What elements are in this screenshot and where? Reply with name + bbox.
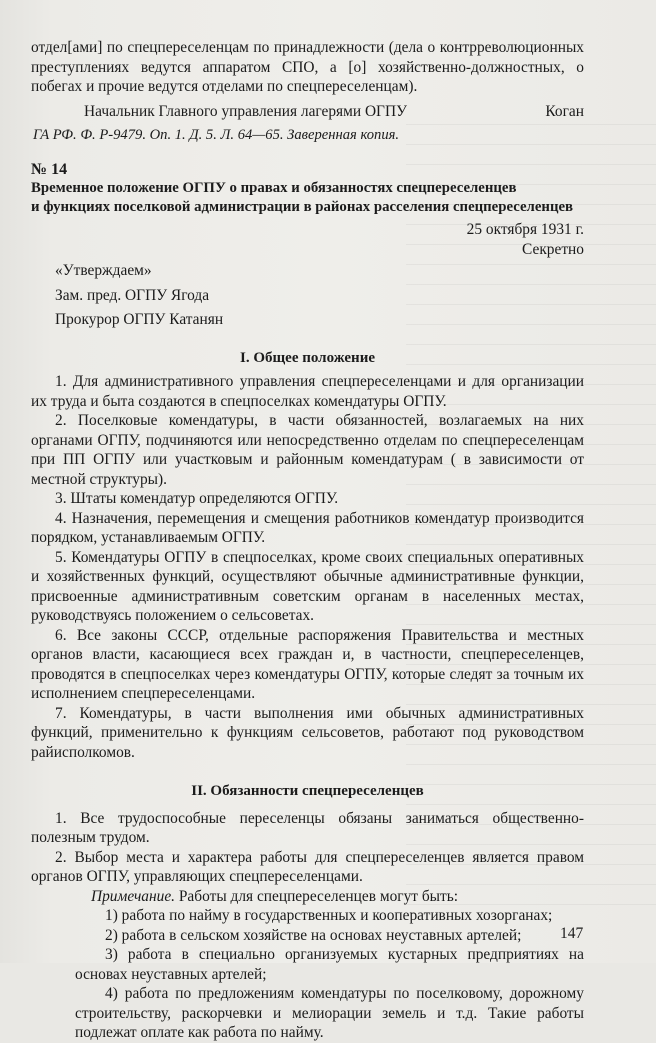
archive-reference: ГА РФ. Ф. Р-9479. Оп. 1. Д. 5. Л. 64—65. Заверенная копия. [33,127,400,143]
signature-name: Коган [545,102,584,120]
note-line [31,887,584,907]
section-heading-2: II. Обязанности спецпереселенцев [191,783,424,799]
section1-item-3: 3. Штаты комендатур определяются ОГПУ. [55,490,339,507]
signature-title: Начальник Главного управления лагерями ОГПУ [84,102,407,120]
document-number: № 14 [31,160,68,178]
page-content [31,38,584,1043]
document-date: 25 октября 1931 г. [466,221,584,238]
section1-item-7: 7. Комендатуры, в части выполнения ими обычных административных функций, применительно к функциям сельсоветов, работают под руководством райисполкомов. [31,704,584,761]
section1-item-1: 1. Для административного управления спецпереселенцами и для организации их труда и быта создаются в спецпоселках комендатуры ОГПУ. [31,373,584,410]
page-number: 147 [560,925,584,942]
continuation-paragraph: отдел[ами] по спецпереселенцам по принадлежности (дела о контрреволюционных преступлениях ведутся аппаратом СПО, а [о] хозяйственно-должностных, о побегах и прочие ведутся отделами по спецпереселенцам). [31,39,584,95]
note-sub-item-3: 3) работа в специально организуемых кустарных предприятиях на основах неуставных артелей; [75,946,584,983]
note-sub-item-4: 4) работа по предложениям комендатуры по поселковому, дорожному строительству, раскорчевки и мелиорации земель и т.д. Такие работы подлежат оплате как работа по найму. [75,985,584,1041]
note-text: Работы для спецпереселенцев могут быть: [178,887,459,905]
approval-signer-2: Прокурор ОГПУ Катанян [55,311,224,328]
approval-heading: «Утверждаем» [55,262,152,279]
secrecy-stamp: Секретно [522,240,584,258]
approval-signer-1: Зам. пред. ОГПУ Ягода [55,286,210,304]
document-title-line-2: и функциях поселковой администрации в районах расселения спецпереселенцев [31,199,574,215]
section2-item-2: 2. Выбор места и характера работы для спецпереселенцев является правом органов ОГПУ, управляющих спецпереселенцами. [31,848,584,885]
section1-item-5: 5. Комендатуры ОГПУ в спецпоселках, кроме своих специальных оперативных и хозяйственных функций, осуществляют обычные административные функции, присвоенные административным советским органам в населенных местах, руководствуясь положением о сельсоветах. [31,548,584,624]
note-sub-item-2: 2) работа в сельском хозяйстве на основах неуставных артелей; [105,926,522,944]
section1-item-6: 6. Все законы СССР, отдельные распоряжения Правительства и местных органов власти, касающиеся всех граждан и, в частности, спецпереселенцев, проводятся в спецпоселках через комендатуры ОГПУ, которые следят за точным их исполнением спецпереселенцами. [31,626,584,702]
section-heading-1: I. Общее положение [240,349,375,366]
section1-item-4: 4. Назначения, перемещения и смещения работников комендатур производится порядком, устанавливаемым ОГПУ. [31,509,584,546]
section1-item-2: 2. Поселковые комендатуры, в части обязанностей, возлагаемых на них органами ОГПУ, подчиняются или непосредственно отделам по спецпереселенцам при ПП ОГПУ или участковым и районным комендатурам ( в зависимости от местной структуры). [31,412,584,488]
signature-line [31,102,584,122]
section2-item-1: 1. Все трудоспособные переселенцы обязаны заниматься общественно-полезным трудом. [31,809,584,846]
document-title-line-1: Временное положение ОГПУ о правах и обязанностях спецпереселенцев [31,180,517,196]
note-sub-item-1: 1) работа по найму в государственных и кооперативных хозорганах; [105,907,553,924]
note-label: Примечание. [91,887,176,905]
